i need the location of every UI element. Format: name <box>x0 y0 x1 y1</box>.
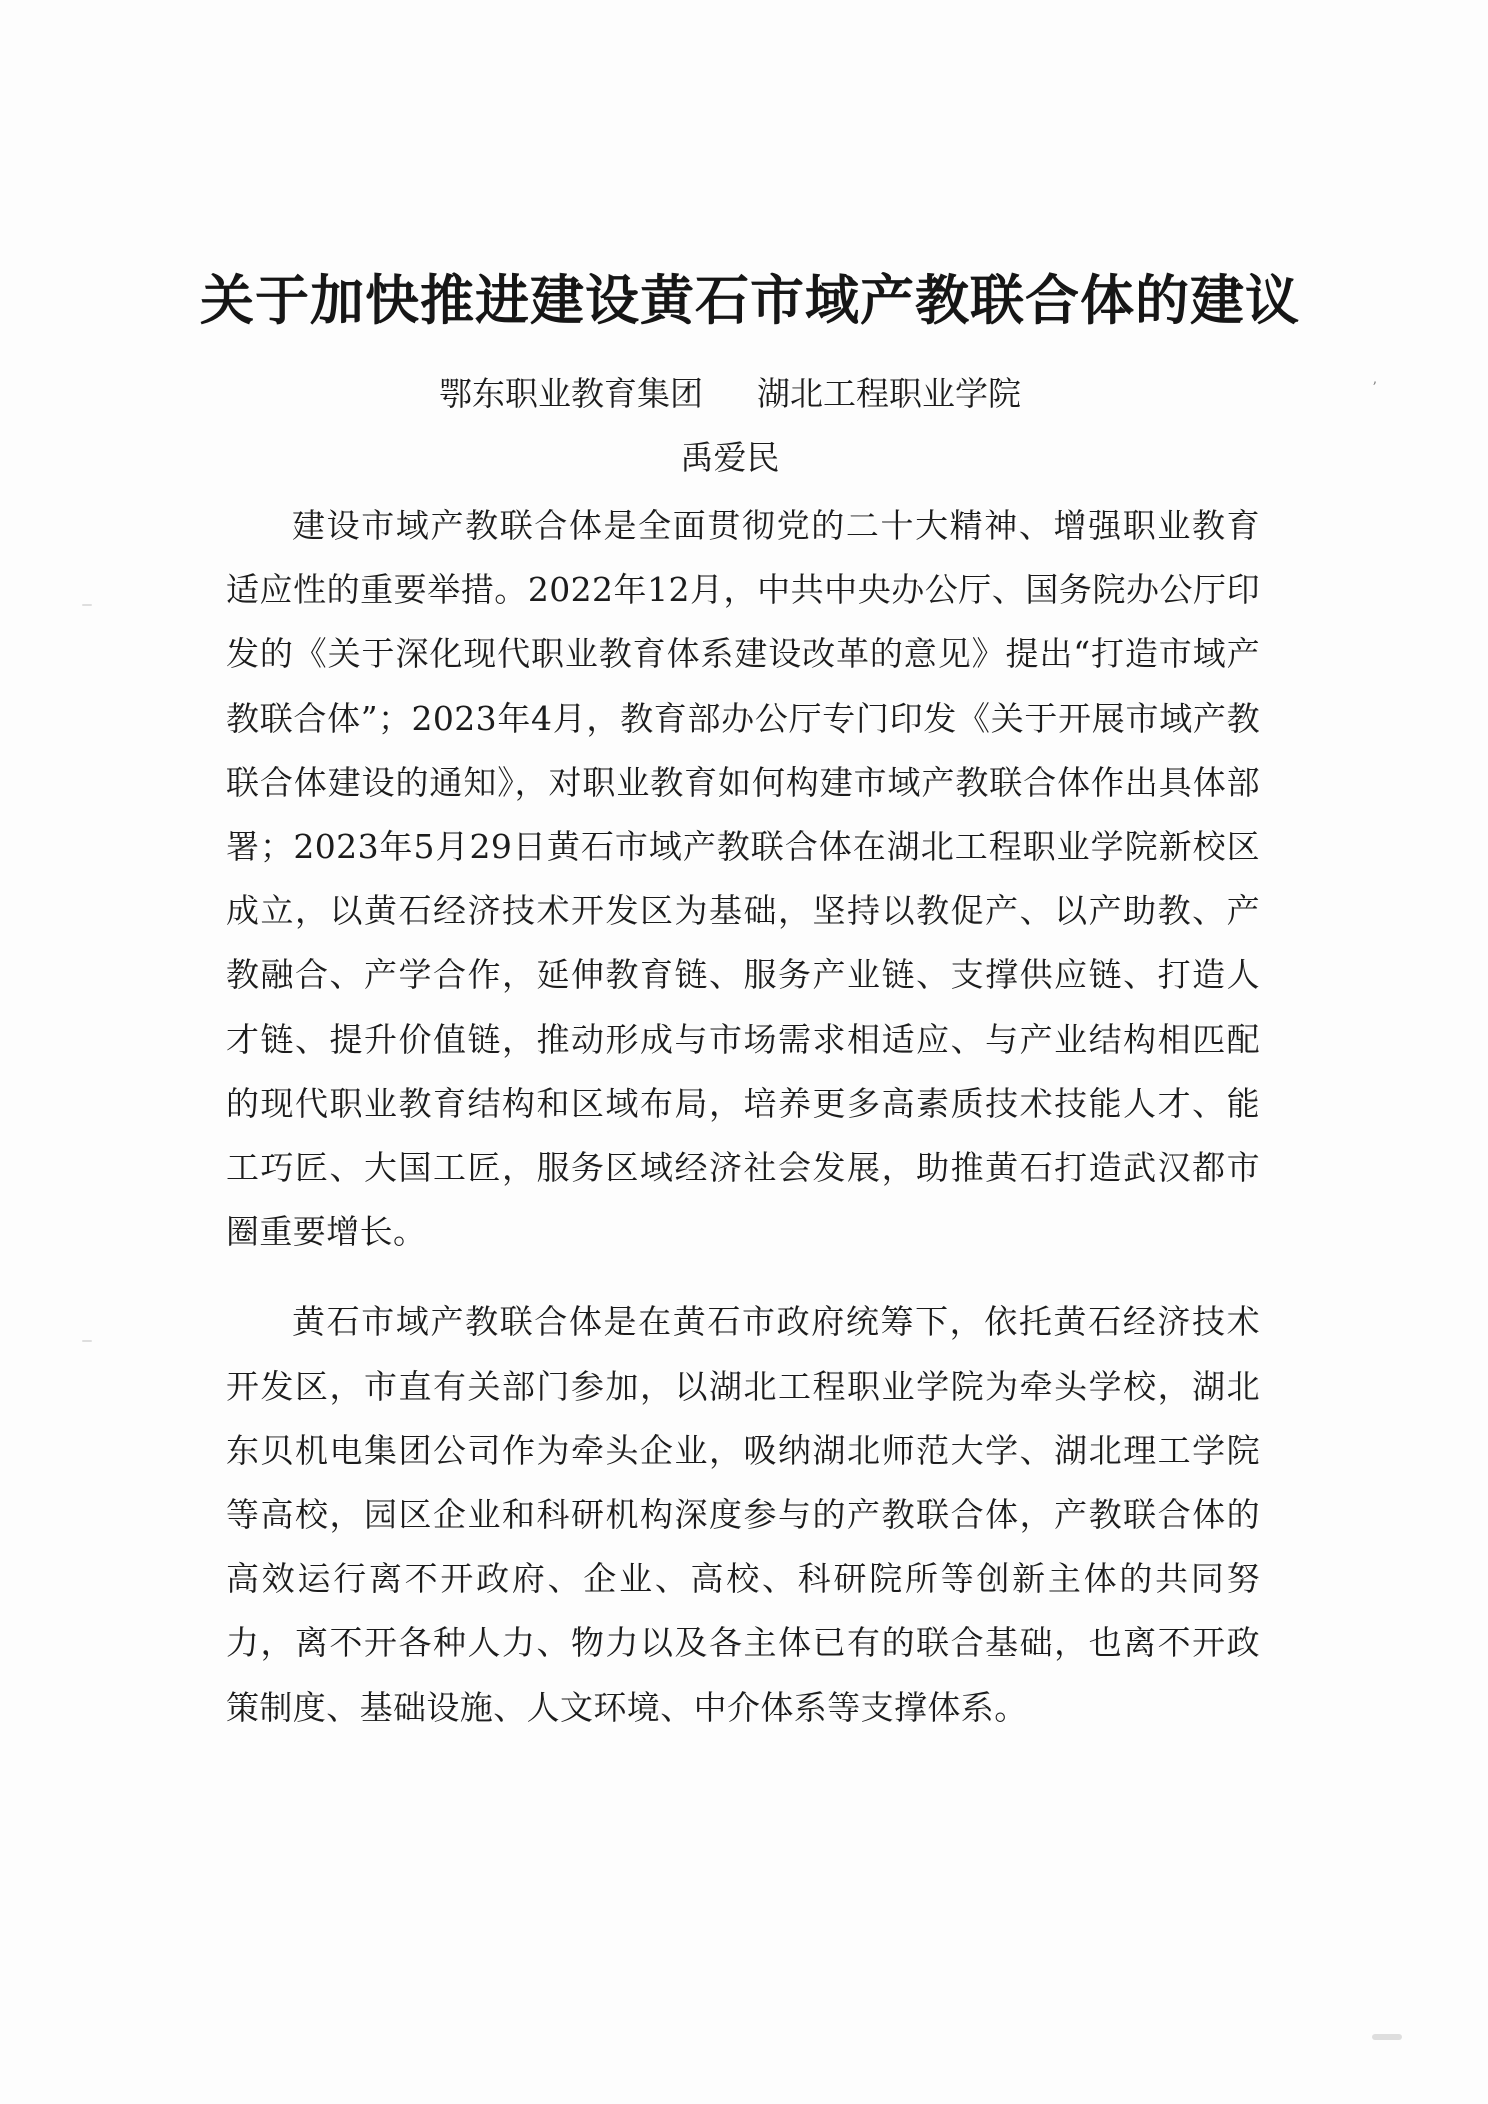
document-body <box>226 494 1260 1740</box>
affiliation-1: 鄂东职业教育集团 <box>439 374 703 413</box>
paragraph-2: 黄石市域产教联合体是在黄石市政府统筹下，依托黄石经济技术开发区，市直有关部门参加，以湖北工程职业学院为牵头学校，湖北东贝机电集团公司作为牵头企业，吸纳湖北师范大学、湖北理工学院等高校，园区企业和科研机构深度参与的产教联合体，产教联合体的高效运行离不开政府、企业、高校、科研院所等创新主体的共同努力，离不开各种人力、物力以及各主体已有的联合基础，也离不开政策制度、基础设施、人文环境、中介体系等支撑体系。 <box>226 1302 1260 1727</box>
scan-artifact-speck <box>1372 2034 1402 2040</box>
scan-artifact-mark: ʼ <box>1372 380 1377 396</box>
document-title: 关于加快推进建设黄石市域产教联合体的建议 <box>200 269 1300 332</box>
scan-artifact-speck-left <box>82 604 92 606</box>
scan-artifact-speck-left-2 <box>82 1340 92 1342</box>
author-name: 禹爱民 <box>680 438 780 477</box>
author-affiliations <box>200 368 1260 415</box>
affiliation-2: 湖北工程职业学院 <box>757 374 1021 413</box>
paragraph-1: 建设市域产教联合体是全面贯彻党的二十大精神、增强职业教育适应性的重要举措。2022年12月，中共中央办公厅、国务院办公厅印发的《关于深化现代职业教育体系建设改革的意见》提出“打造市域产教联合体”；2023年4月，教育部办公厅专门印发《关于开展市域产教联合体建设的通知》，对职业教育如何构建市域产教联合体作出具体部署；2023年5月29日黄石市域产教联合体在湖北工程职业学院新校区成立，以黄石经济技术开发区为基础，坚持以教促产、以产助教、产教融合、产学合作，延伸教育链、服务产业链、支撑供应链、打造人才链、提升价值链，推动形成与市场需求相适应、与产业结构相匹配的现代职业教育结构和区域布局，培养更多高素质技术技能人才、能工巧匠、大国工匠，服务区域经济社会发展，助推黄石打造武汉都市圈重要增长。 <box>226 506 1260 1252</box>
